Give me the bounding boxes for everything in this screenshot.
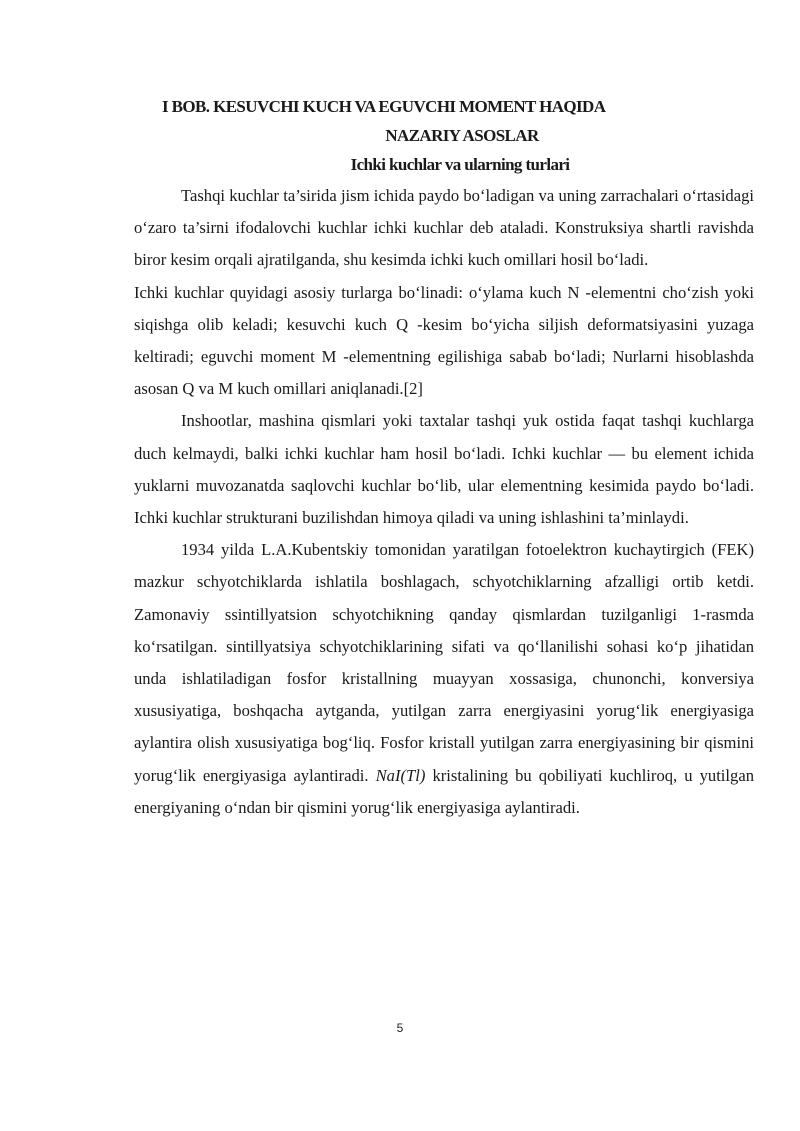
- formula-nai-tl: NaI(Tl): [375, 765, 426, 785]
- paragraph-1: Tashqi kuchlar ta’sirida jism ichida paydo bo‘ladigan va uning zarrachalari o‘rtasidagi o‘zaro ta’sirni ifodalovchi kuchlar ichki kuchlar deb ataladi. Konstruksiya shartli ravishda biror kesim orqali ajratilganda, shu kesimda ichki kuch omillari hosil bo‘ladi.: [134, 186, 754, 270]
- paragraph-4-text-a: 1934 yilda L.A.Kubentskiy tomonidan yaratilgan fotoelektron kuchaytirgich (FEK) mazkur schyotchiklarda ishlatila boshlagach, schyotchiklarning afzalligi ortib ketdi. Zamonaviy ssintillyatsion schyotchikning qanday qismlardan tuzilganligi 1-rasmda ko‘rsatilgan. sintillyatsiya schyotchiklarining sifati va qo‘llanilishi sohasi ko‘p jihatidan unda ishlatiladigan fosfor kristallning muayyan xossasiga, chunonchi, konversiya xususiyatiga, boshqacha aytganda, yutilgan zarra energiyasini yorug‘lik energiyasiga aylantira olish xususiyatiga bog‘liq. Fosfor kristall yutilgan zarra energiyasining bir qismini yorug‘lik energiyasiga aylantiradi.: [134, 540, 754, 785]
- section-title: Ichki kuchlar va ularning turlari: [350, 155, 570, 174]
- paragraph-2: Ichki kuchlar quyidagi asosiy turlarga bo‘linadi: o‘ylama kuch N -elementni cho‘zish yoki siqishga olib keladi; kesuvchi kuch Q -kesim bo‘yicha siljish deformatsiyasini yuzaga keltiradi; eguvchi moment M -elementning egilishiga sabab bo‘ladi; Nurlarni hisoblashda asosan Q va M kuch omillari aniqlanadi.[2]: [134, 282, 754, 399]
- paragraph-4-text-b: kristalining bu qobiliyati kuchliroq, u yutilgan energiyaning o‘ndan bir qismini yorug‘lik energiyasiga aylantiradi.: [134, 765, 754, 817]
- chapter-title-line-1: I BOB. KESUVCHI KUCH VA EGUVCHI MOMENT HAQIDA: [162, 97, 606, 116]
- document-page: [134, 92, 754, 824]
- paragraph-3: Inshootlar, mashina qismlari yoki taxtalar tashqi yuk ostida faqat tashqi kuchlarga duch kelmaydi, balki ichki kuchlar ham hosil bo‘ladi. Ichki kuchlar — bu element ichida yuklarni muvozanatda saqlovchi kuchlar bo‘lib, ular elementning kesimida paydo bo‘ladi. Ichki kuchlar strukturani buzilishdan himoya qiladi va uning ishlashini ta’minlaydi.: [134, 411, 754, 528]
- chapter-title-line-2: NAZARIY ASOSLAR: [385, 126, 539, 145]
- paragraph-4: [134, 534, 754, 824]
- page-number: 5: [396, 1021, 404, 1035]
